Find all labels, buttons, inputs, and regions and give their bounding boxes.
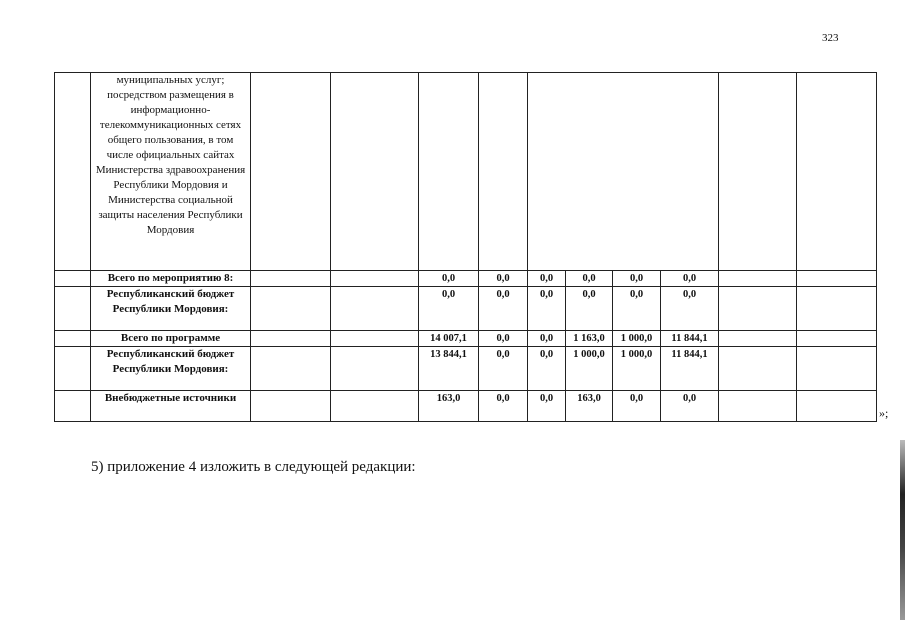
table-row <box>55 271 877 287</box>
row-label: Республиканский бюджет Республики Мордовия: <box>91 347 251 391</box>
value-cell: 0,0 <box>528 331 566 347</box>
value-cell: 1 000,0 <box>613 331 661 347</box>
table-row <box>55 391 877 422</box>
page-number: 323 <box>822 32 839 44</box>
value-cell: 0,0 <box>528 287 566 331</box>
value-cell: 0,0 <box>528 347 566 391</box>
value-cell: 1 000,0 <box>613 347 661 391</box>
value-cell: 0,0 <box>528 391 566 422</box>
value-cell: 0,0 <box>661 271 719 287</box>
table-row <box>55 347 877 391</box>
row-label: Внебюджетные источники <box>91 391 251 422</box>
value-cell: 0,0 <box>613 287 661 331</box>
value-cell: 0,0 <box>613 391 661 422</box>
value-cell: 0,0 <box>613 271 661 287</box>
value-cell: 0,0 <box>566 287 613 331</box>
table-row <box>55 331 877 347</box>
row-label: Всего по программе <box>91 331 251 347</box>
value-cell: 11 844,1 <box>661 347 719 391</box>
value-cell: 0,0 <box>566 271 613 287</box>
value-cell: 11 844,1 <box>661 331 719 347</box>
description-cell: муниципальных услуг; посредством размещения в информационно-телекоммуникационных сетях общего пользования, в том числе официальных сайтах Министерства здравоохранения Республики Мордовия и Министерства социальной защиты населения Республики Мордовия <box>91 73 251 271</box>
value-cell: 0,0 <box>419 287 479 331</box>
value-cell: 0,0 <box>479 287 528 331</box>
value-cell: 0,0 <box>479 271 528 287</box>
value-cell: 0,0 <box>661 391 719 422</box>
table-row <box>55 73 877 271</box>
value-cell: 14 007,1 <box>419 331 479 347</box>
row-label: Всего по мероприятию 8: <box>91 271 251 287</box>
value-cell: 13 844,1 <box>419 347 479 391</box>
closing-quote: »; <box>879 406 889 420</box>
row-label: Республиканский бюджет Республики Мордовия: <box>91 287 251 331</box>
table-row <box>55 287 877 331</box>
value-cell: 163,0 <box>419 391 479 422</box>
value-cell: 0,0 <box>419 271 479 287</box>
budget-table <box>54 72 877 422</box>
value-cell: 1 163,0 <box>566 331 613 347</box>
value-cell: 0,0 <box>661 287 719 331</box>
value-cell: 0,0 <box>479 347 528 391</box>
value-cell: 0,0 <box>528 271 566 287</box>
value-cell: 0,0 <box>479 331 528 347</box>
amendment-paragraph: 5) приложение 4 изложить в следующей редакции: <box>91 459 416 475</box>
scan-edge-artifact <box>900 440 905 620</box>
value-cell: 0,0 <box>479 391 528 422</box>
value-cell: 163,0 <box>566 391 613 422</box>
value-cell: 1 000,0 <box>566 347 613 391</box>
